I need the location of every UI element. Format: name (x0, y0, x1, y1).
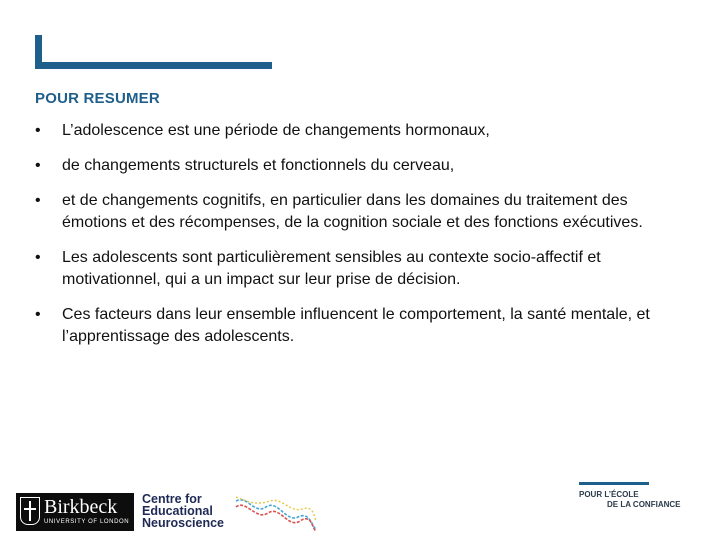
bullet-item (35, 304, 675, 348)
birkbeck-logo (16, 493, 134, 531)
ecole-logo-bar (579, 482, 649, 485)
bullet-list (35, 120, 675, 361)
birkbeck-name: Birkbeck (44, 496, 118, 518)
bullet-item (35, 120, 675, 142)
bullet-dot: • (35, 192, 41, 209)
cen-line-2: Educational (142, 504, 213, 518)
ecole-confiance-logo (576, 482, 696, 512)
corner-bracket-horizontal (35, 62, 272, 69)
bullet-text: Ces facteurs dans leur ensemble influencent le comportement, la santé mentale, et l’apprentissage des adolescents. (62, 306, 650, 345)
ecole-line-2: DE LA CONFIANCE (607, 500, 681, 509)
bullet-item (35, 247, 675, 291)
crest-icon (20, 497, 40, 525)
bullet-text: Les adolescents sont particulièrement sensibles au contexte socio-affectif et motivationnel, qui a un impact sur leur prise de décision. (62, 249, 601, 288)
cen-line-3: Neuroscience (142, 516, 224, 530)
cen-logo (142, 493, 224, 529)
footer-logos (16, 493, 256, 533)
bullet-item (35, 190, 675, 234)
slide-title: POUR RESUMER (35, 90, 160, 107)
ecole-line-1: POUR L’ÉCOLE (579, 490, 639, 499)
bullet-item (35, 155, 675, 177)
bullet-dot: • (35, 306, 41, 323)
bullet-text: L’adolescence est une période de changements hormonaux, (62, 122, 490, 139)
bullet-dot: • (35, 249, 41, 266)
birkbeck-subtitle: UNIVERSITY OF LONDON (44, 519, 130, 525)
bullet-dot: • (35, 157, 41, 174)
bullet-text: et de changements cognitifs, en particulier dans les domaines du traitement des émotions et des récompenses, de la cognition sociale et des fonctions exécutives. (62, 192, 643, 231)
brain-waves-icon (234, 493, 318, 533)
bullet-dot: • (35, 122, 41, 139)
bullet-text: de changements structurels et fonctionnels du cerveau, (62, 157, 455, 174)
cen-line-1: Centre for (142, 492, 202, 506)
